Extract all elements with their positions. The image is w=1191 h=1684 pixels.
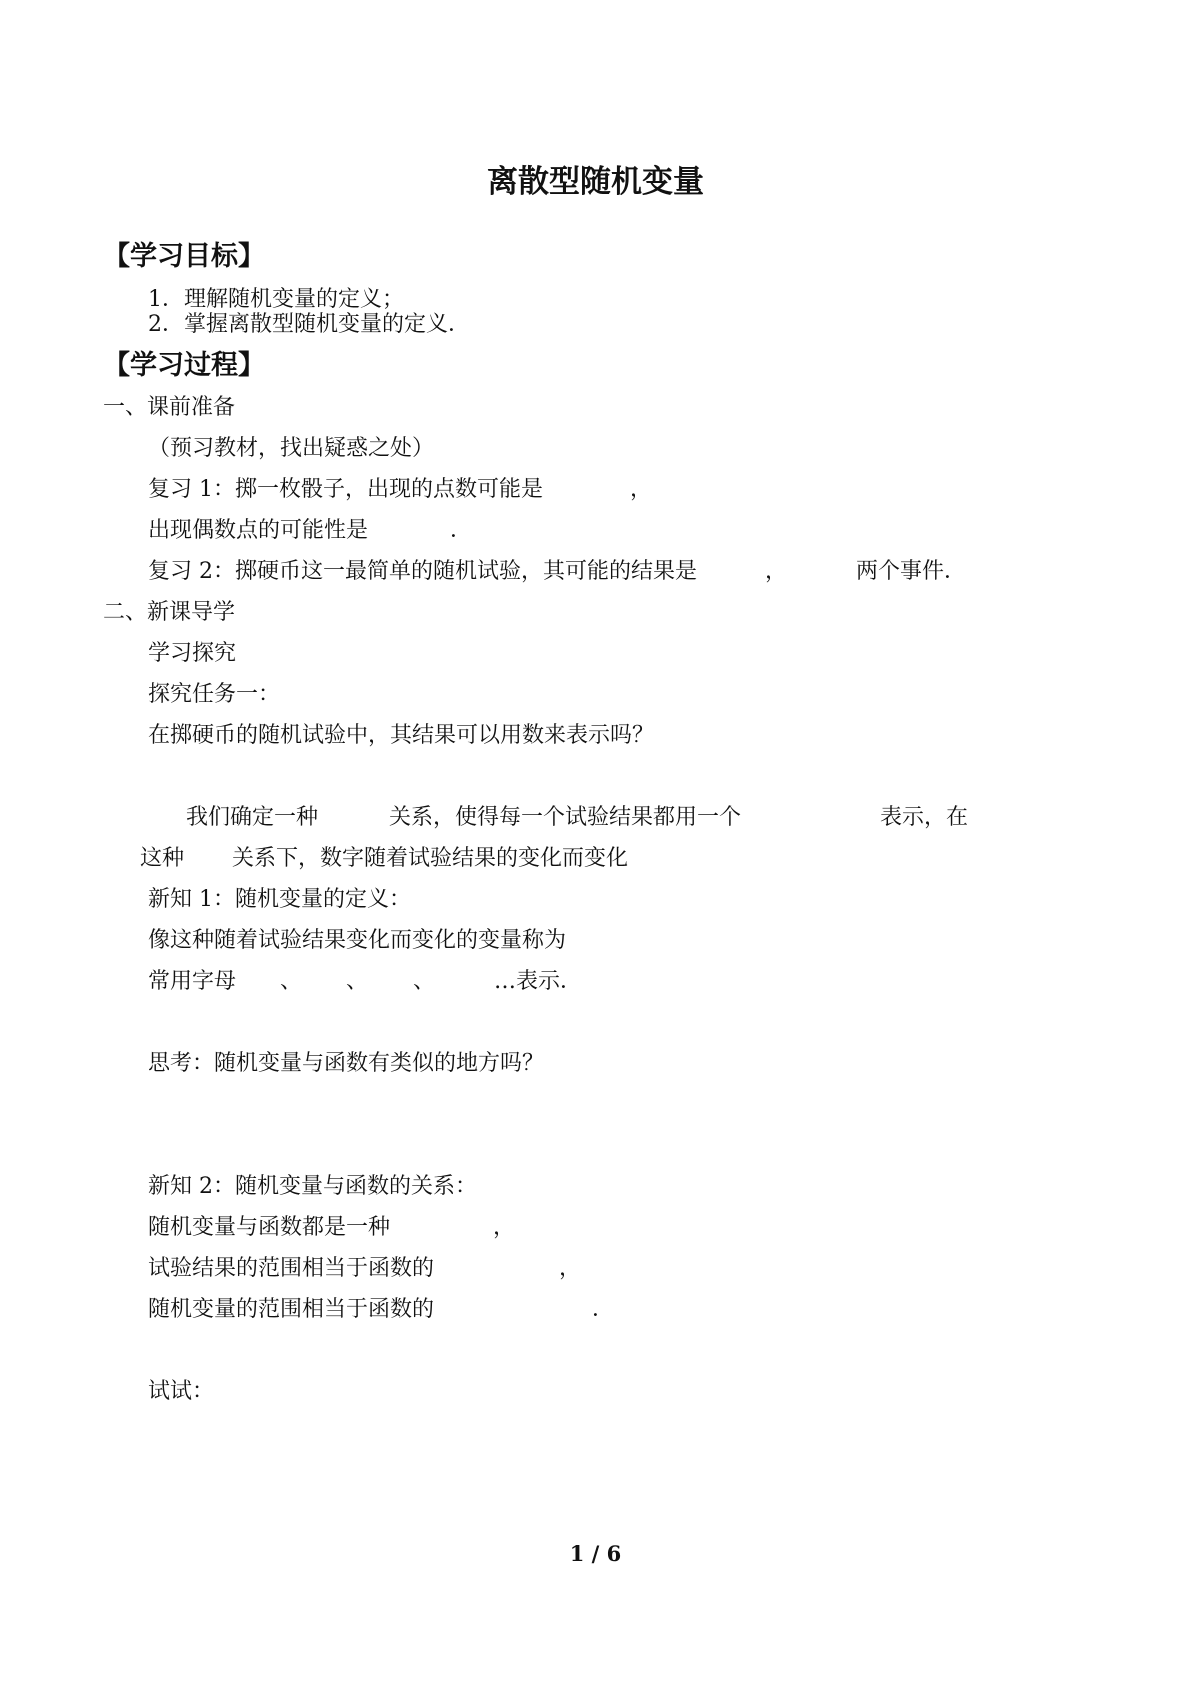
new2-line1: 随机变量与函数都是一种 bbox=[148, 1215, 391, 1240]
review2-tail: 两个事件． bbox=[856, 559, 967, 584]
page-number: 1 / 6 bbox=[569, 1541, 622, 1566]
part1-note: （预习教材，找出疑惑之处） bbox=[148, 436, 435, 461]
new2-line3: 随机变量的范围相当于函数的 bbox=[148, 1297, 435, 1322]
goal-item-1: 1．理解随机变量的定义； bbox=[148, 287, 404, 312]
goal-item-2: 2．掌握离散型随机变量的定义． bbox=[148, 312, 470, 337]
think-question: 思考：随机变量与函数有类似的地方吗？ bbox=[148, 1051, 545, 1076]
mapping-text-c: 表示，在 bbox=[880, 805, 969, 830]
new-knowledge-1-line: 像这种随着试验结果变化而变化的变量称为 bbox=[148, 928, 567, 953]
mapping-text-a: 我们确定一种 bbox=[186, 805, 319, 830]
letters-tail: …表示． bbox=[494, 969, 583, 994]
mapping-text-b: 关系，使得每一个试验结果都用一个 bbox=[389, 805, 742, 830]
new2-line1-comma: ， bbox=[493, 1215, 516, 1240]
review1-text: 复习 1：掷一枚骰子，出现的点数可能是 bbox=[148, 477, 543, 502]
new2-line3-period: ． bbox=[592, 1297, 615, 1322]
new2-line2-comma: ， bbox=[559, 1256, 582, 1281]
review1-even-period: ． bbox=[450, 518, 473, 543]
new-knowledge-2-title: 新知 2：随机变量与函数的关系： bbox=[148, 1174, 477, 1199]
review1-comma: ， bbox=[630, 477, 653, 502]
mapping-text-d: 这种 bbox=[140, 846, 185, 871]
part1-heading: 一、课前准备 bbox=[103, 395, 236, 420]
task1-question: 在掷硬币的随机试验中，其结果可以用数来表示吗？ bbox=[148, 723, 655, 748]
letters-sep-3: 、 bbox=[413, 969, 436, 994]
new2-line2: 试验结果的范围相当于函数的 bbox=[148, 1256, 435, 1281]
learning-process-heading: 【学习过程】 bbox=[103, 350, 265, 381]
part2-heading: 二、新课导学 bbox=[103, 600, 236, 625]
letters-text: 常用字母 bbox=[148, 969, 237, 994]
review2-text: 复习 2：掷硬币这一最简单的随机试验，其可能的结果是 bbox=[148, 559, 697, 584]
page-title: 离散型随机变量 bbox=[487, 164, 704, 200]
try-label: 试试： bbox=[148, 1379, 215, 1404]
review2-comma: ， bbox=[765, 559, 788, 584]
task1-title: 探究任务一： bbox=[148, 682, 281, 707]
letters-sep-1: 、 bbox=[280, 969, 303, 994]
study-explore: 学习探究 bbox=[148, 641, 237, 666]
new-knowledge-1-title: 新知 1：随机变量的定义： bbox=[148, 887, 411, 912]
review1-even-text: 出现偶数点的可能性是 bbox=[148, 518, 369, 543]
mapping-text-e: 关系下，数字随着试验结果的变化而变化 bbox=[232, 846, 629, 871]
learning-goals-heading: 【学习目标】 bbox=[103, 241, 265, 272]
letters-sep-2: 、 bbox=[346, 969, 369, 994]
